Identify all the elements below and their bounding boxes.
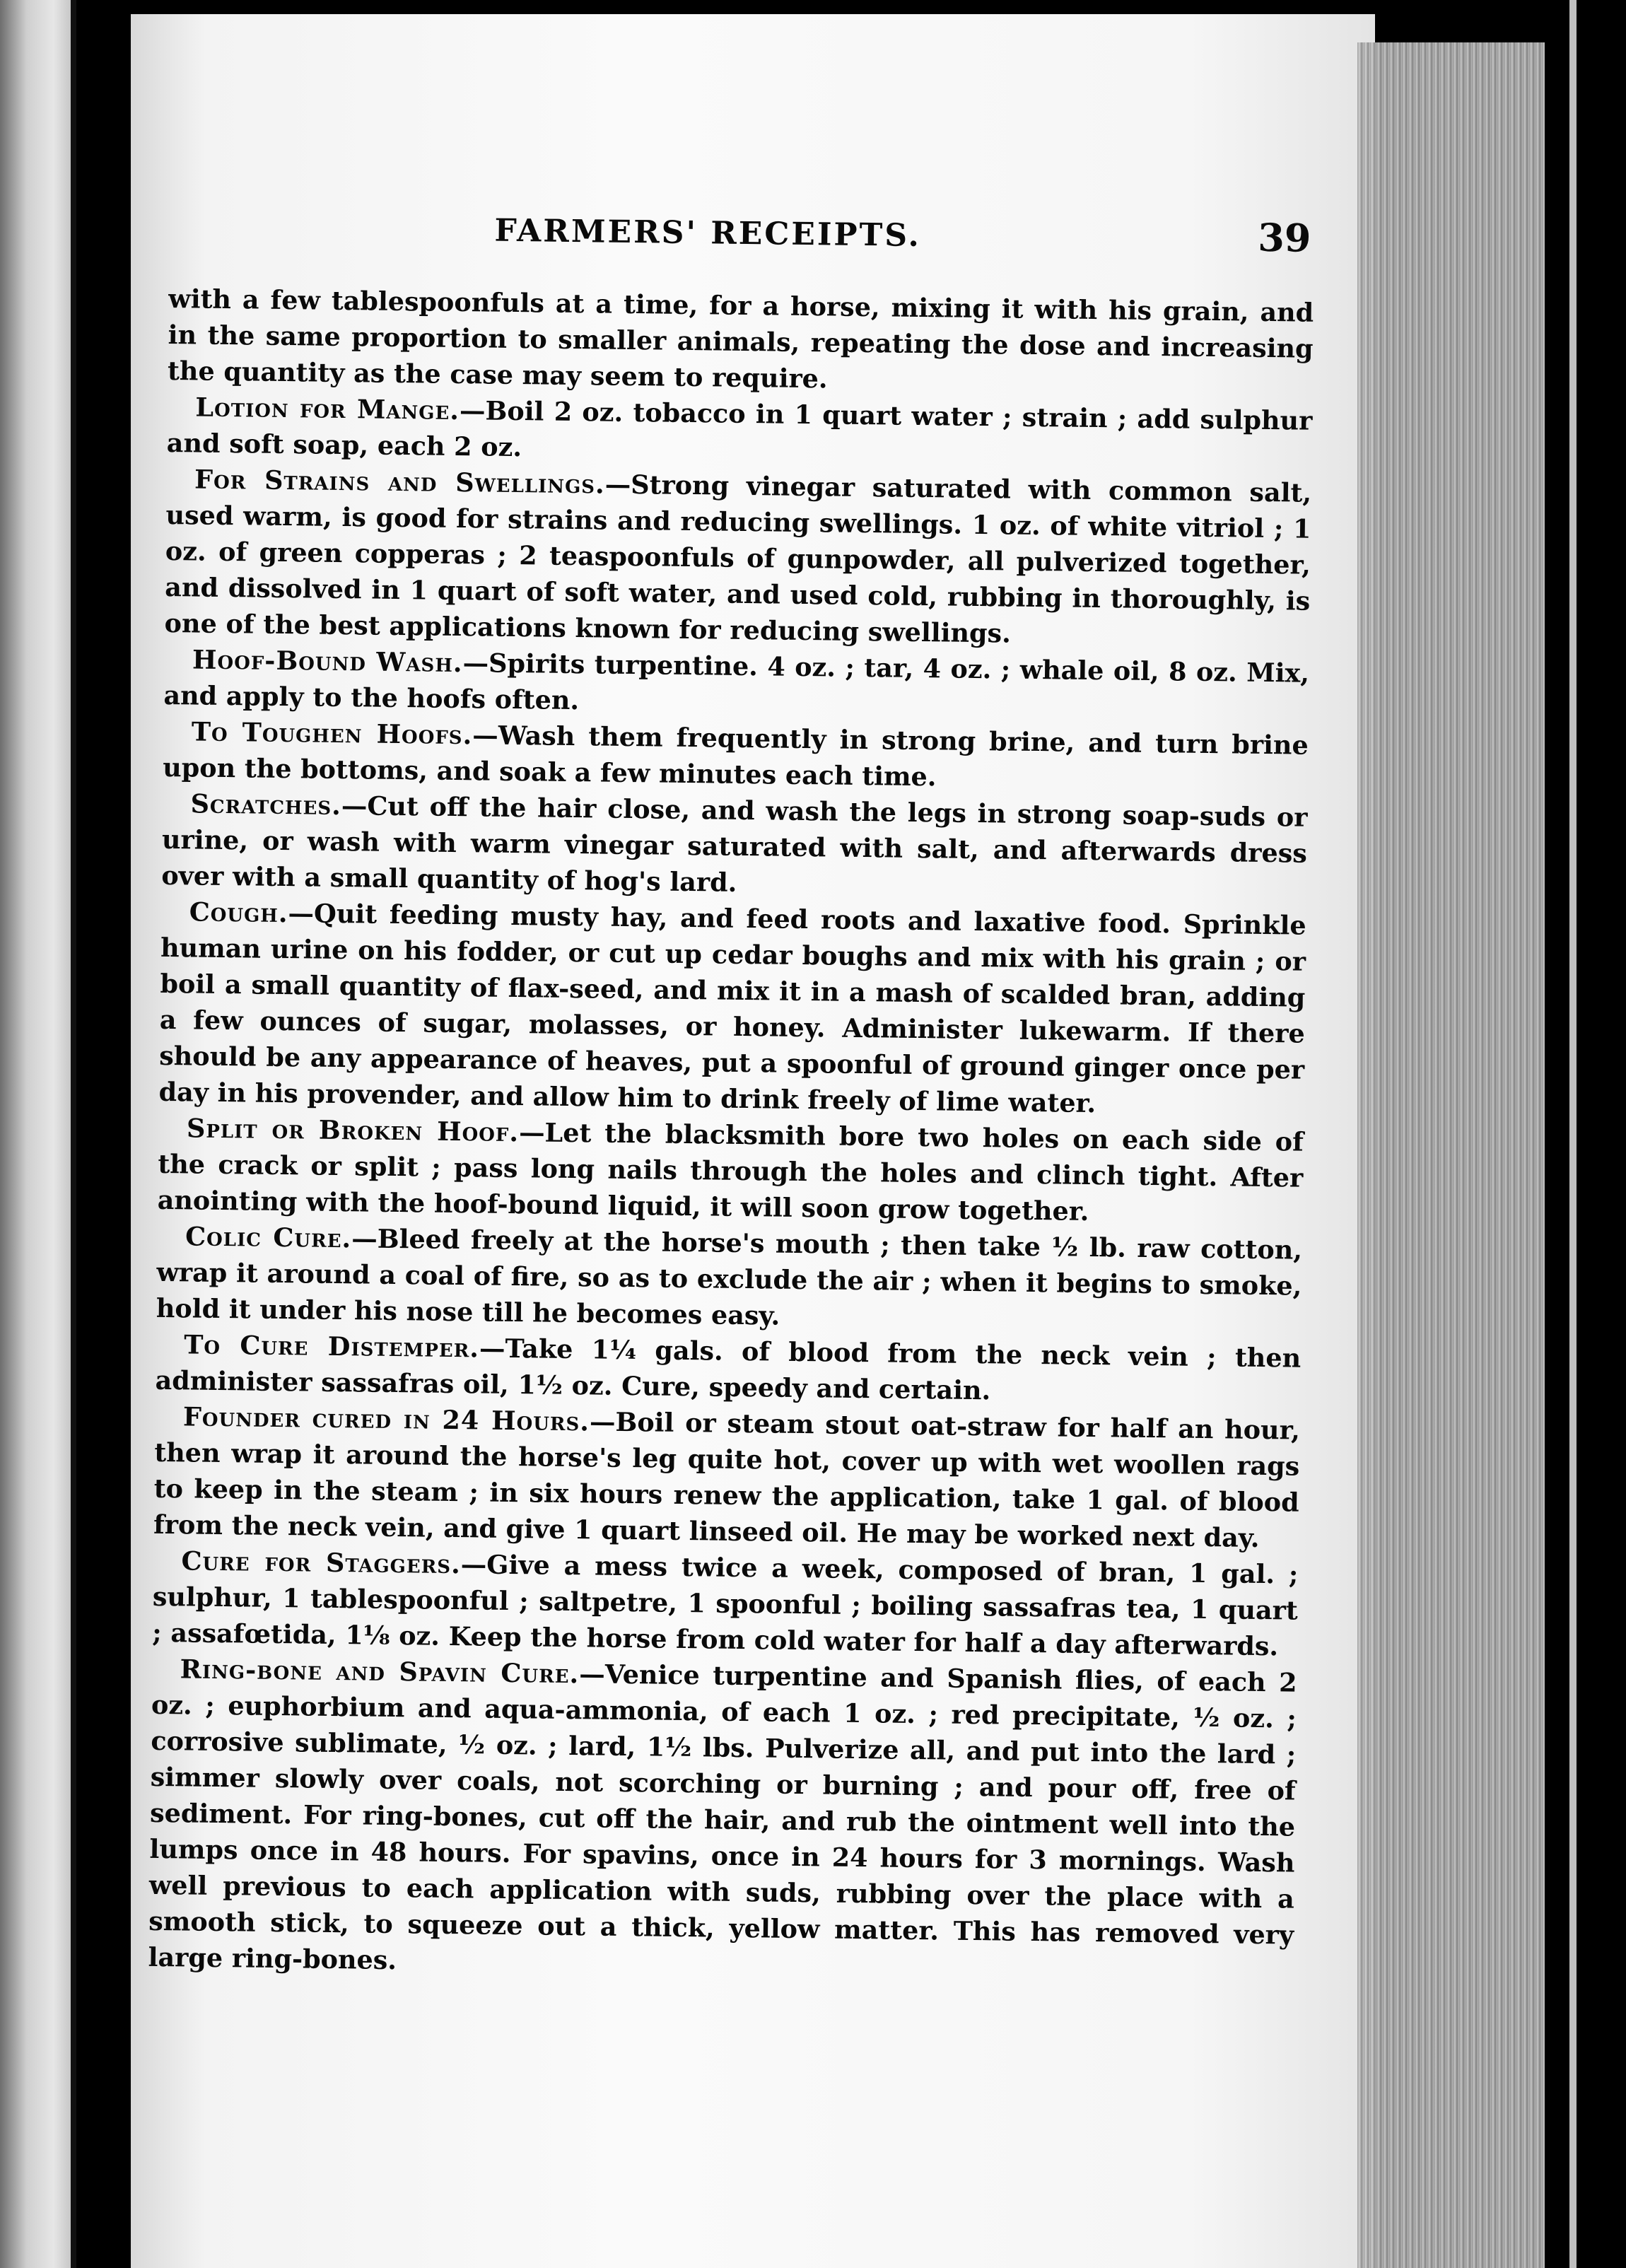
recipe-text: —Let the blacksmith bore two holes on each side of the crack or split ; pass long nails through the holes and clinch tight. After anointing with the hoof-bound liquid, it will soon grow together. — [157, 1117, 1304, 1227]
recipe-founder-cured — [153, 1398, 1300, 1557]
recipe-heading: Hoof-Bound Wash. — [192, 644, 463, 679]
recipe-text: —Venice turpentine and Spanish flies, of each 2 oz. ; euphorbium and aqua-ammonia, of each 1 oz. ; red precipitate, ½ oz. ; corrosive sublimate, ½ oz. ; lard, 1½ lbs. Pulverize all, and put into the lard ; simmer slowly over coals, not scorching or burning ; and pour off, free of sediment. For ring-bones, cut off the hair, and rub the ointment well into the lumps once in 48 hours. For spavins, once in 24 hours for 3 mornings. Wash well previous to each application with suds, rubbing over the place with a smooth stick, to squeeze out a thick, yellow matter. This has removed very large ring-bones. — [148, 1659, 1297, 1976]
recipe-colic-cure — [156, 1218, 1303, 1340]
recipe-text: —Spirits turpentine. 4 oz. ; tar, 4 oz. ; whale oil, 8 oz. Mix, and apply to the hoofs often. — [163, 648, 1310, 716]
recipe-text: —Boil or steam stout oat-straw for half an hour, then wrap it around the horse's leg quite hot, cover up with wet woollen rags to keep in the steam ; in six hours renew the application, take 1 gal. of blood from the neck vein, and give 1 quart linseed oil. He may be worked next day. — [153, 1406, 1301, 1553]
recipe-heading: To Cure Distemper. — [183, 1329, 480, 1364]
recipe-heading: Scratches. — [190, 788, 342, 822]
recipe-cure-for-staggers — [152, 1543, 1299, 1665]
recipe-text: —Boil 2 oz. tobacco in 1 quart water ; strain ; add sulphur and soft soap, each 2 oz. — [166, 395, 1313, 463]
recipe-text: —Take 1¼ gals. of blood from the neck vein ; then administer sassafras oil, 1½ oz. Cure, speedy and certain. — [155, 1333, 1302, 1406]
recipe-text: —Strong vinegar saturated with common salt, used warm, is good for strains and reducing swellings. 1 oz. of white vitriol ; 1 oz. of green copperas ; 2 teaspoonfuls of gunpowder, all pulverized together, and dissolved in 1 quart of soft water, and used cold, rubbing in thoroughly, is one of the best applications known for reducing swellings. — [164, 469, 1312, 649]
recipe-hoof-bound-wash — [163, 641, 1309, 727]
paragraph-continuation — [168, 281, 1314, 403]
recipe-heading: Founder cured in 24 Hours. — [182, 1401, 590, 1437]
recipe-heading: Ring-bone and Spavin Cure. — [180, 1654, 580, 1690]
scan-edge-strip — [1569, 0, 1577, 2268]
page-number: 39 — [1257, 214, 1311, 261]
previous-page-edge — [0, 0, 76, 2268]
recipe-toughen-hoofs — [163, 713, 1309, 800]
running-head — [169, 201, 1315, 279]
paragraph-text: with a few tablespoonfuls at a time, for a horse, mixing it with his grain, and in the same proportion to smaller animals, repeating the dose and increasing the quantity as the case may seem to require. — [167, 283, 1314, 394]
recipe-heading: Colic Cure. — [185, 1221, 352, 1254]
recipe-heading: Split or Broken Hoof. — [186, 1113, 520, 1148]
recipe-text: —Quit feeding musty hay, and feed roots and laxative food. Sprinkle human urine on his fodder, or cut up cedar boughs and mix with his grain ; or boil a small quantity of flax-seed, and mix it in a mash of scalded bran, adding a few ounces of sugar, molasses, or honey. Administer lukewarm. If there should be any appearance of heaves, put a spoonful of ground ginger once per day in his provender, and allow him to drink freely of lime water. — [158, 898, 1306, 1119]
text-block — [148, 201, 1315, 1989]
fore-edge-pages — [1357, 42, 1545, 2268]
recipe-heading: For Strains and Swellings. — [194, 464, 606, 500]
recipe-split-or-broken-hoof — [157, 1110, 1304, 1232]
recipe-scratches — [161, 785, 1308, 908]
gutter-shadow — [71, 0, 76, 2268]
recipe-text: —Wash them frequently in strong brine, and turn brine upon the bottoms, and soak a few minutes each time. — [162, 720, 1309, 793]
recipe-ring-bone-spavin-cure — [148, 1651, 1297, 1989]
recipe-heading: To Toughen Hoofs. — [191, 716, 473, 751]
recipe-cough — [158, 894, 1306, 1124]
running-title: FARMERS' RECEIPTS. — [494, 212, 922, 254]
recipe-text: —Bleed freely at the horse's mouth ; then take ½ lb. raw cotton, wrap it around a coal of fire, so as to exclude the air ; when it begins to smoke, hold it under his nose till he becomes easy. — [156, 1223, 1303, 1331]
recipe-heading: Lotion for Mange. — [195, 392, 460, 426]
recipe-heading: Cough. — [189, 896, 288, 929]
scan-border-right — [1545, 0, 1626, 2268]
recipe-text: —Give a mess twice a week, composed of bran, 1 gal. ; sulphur, 1 tablespoonful ; saltpetre, 1 spoonful ; boiling sassafras tea, 1 quart ; assafœtida, 1⅛ oz. Keep the horse from cold water for half a day afterwards. — [152, 1549, 1299, 1662]
recipe-strains-and-swellings — [164, 461, 1311, 655]
recipe-lotion-for-mange — [167, 389, 1313, 475]
recipe-text: —Cut off the hair close, and wash the legs in strong soap-suds or urine, or wash with warm vinegar saturated with salt, and afterwards dress over with a small quantity of hog's lard. — [161, 790, 1308, 898]
recipe-cure-distemper — [155, 1326, 1301, 1413]
recipe-heading: Cure for Staggers. — [181, 1545, 462, 1580]
